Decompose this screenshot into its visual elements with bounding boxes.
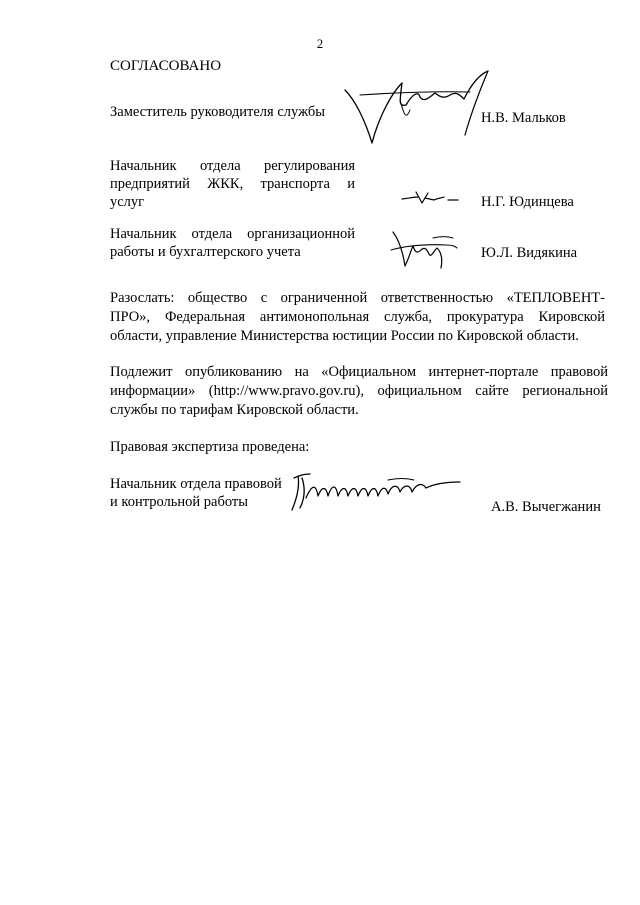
- signature-vidyakina: [385, 228, 460, 273]
- legal-review-heading: Правовая экспертиза проведена:: [110, 439, 310, 455]
- publication-line-3: службы по тарифам Кировской области.: [110, 402, 359, 418]
- legal-review-name: А.В. Вычегжанин: [491, 499, 601, 515]
- signatory-2-position-line-1: Начальник отдела регулирования: [110, 158, 355, 174]
- signatory-3-position-line-1: Начальник отдела организационной: [110, 226, 355, 242]
- signatory-3-position-line-2: работы и бухгалтерского учета: [110, 244, 301, 260]
- signatory-2-position-line-2: предприятий ЖКК, транспорта и: [110, 176, 355, 192]
- legal-review-position-line-1: Начальник отдела правовой: [110, 476, 282, 492]
- distribution-line-2: ПРО», Федеральная антимонопольная служба, прокуратура Кировской: [110, 309, 605, 325]
- page-number: 2: [316, 36, 324, 51]
- signatory-2-name: Н.Г. Юдинцева: [481, 194, 574, 210]
- signatory-3-name: Ю.Л. Видякина: [481, 245, 578, 261]
- approval-heading: СОГЛАСОВАНО: [110, 58, 222, 74]
- legal-review-position-line-2: и контрольной работы: [110, 494, 248, 510]
- signatory-1-position: Заместитель руководителя службы: [110, 104, 326, 120]
- signatory-1-name: Н.В. Мальков: [481, 110, 566, 126]
- signature-vychegzhanin: [288, 466, 463, 516]
- distribution-line-3: области, управление Министерства юстиции России по Кировской области.: [110, 328, 579, 344]
- publication-line-2: информации» (http://www.pravo.gov.ru), официальном сайте региональной: [110, 383, 608, 399]
- signatory-2-position-line-3: услуг: [110, 194, 145, 210]
- signature-malkov: [340, 65, 490, 150]
- signature-yudintseva: [400, 188, 460, 208]
- publication-line-1: Подлежит опубликованию на «Официальном интернет-портале правовой: [110, 364, 608, 380]
- distribution-line-1: Разослать: общество с ограниченной ответственностью «ТЕПЛОВЕНТ-: [110, 290, 605, 306]
